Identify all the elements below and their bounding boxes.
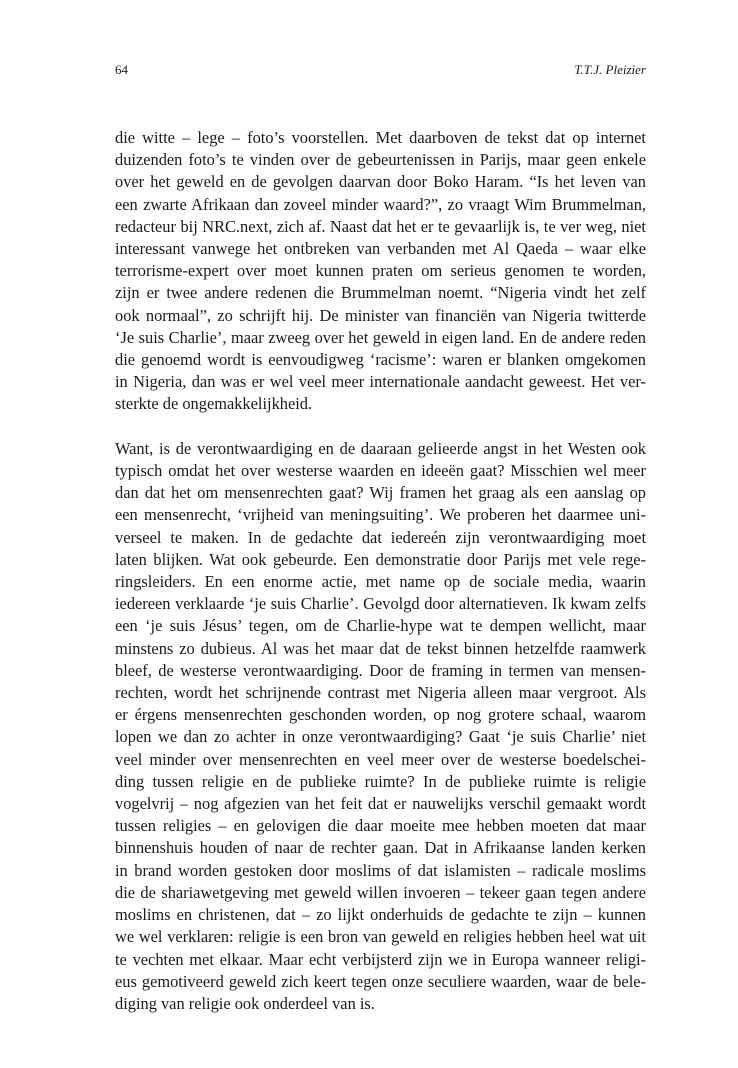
text-line: moslims en christenen, dat – zo lijkt onderhuids de gedachte te zijn – kunnen [115,905,646,925]
page-number: 64 [115,62,128,77]
text-line: ding tussen religie en de publieke ruimte? In de publieke ruimte is religie [115,771,646,791]
text-line: terrorisme-expert over moet kunnen praten om serieus genomen te worden, [115,261,646,281]
text-line: rechten, wordt het schrijnende contrast met Nigeria alleen maar vergroot. Als [115,683,646,703]
text-line: interessant vanwege het ontbreken van verbanden met Al Qaeda – waar elke [115,239,646,259]
text-line: duizenden foto’s te vinden over de gebeurtenissen in Parijs, maar geen enkele [115,150,646,170]
text-line: ook normaal”, zo schrijft hij. De minister van financiën van Nigeria twitterde [115,305,646,325]
text-line: typisch omdat het over westerse waarden en ideeën gaat? Misschien wel meer [115,461,646,481]
page-header [115,62,646,82]
text-line: over het geweld en de gevolgen daarvan door Boko Haram. “Is het leven van [115,172,646,192]
text-line: we wel verklaren: religie is een bron van geweld en religies hebben heel wat uit [115,927,646,947]
text-line: bleef, de westerse verontwaardiging. Door de framing in termen van mensen- [115,660,646,680]
text-line: binnenshuis houden of naar de rechter gaan. Dat in Afrikaanse landen kerken [115,838,646,858]
text-line: die de shariawetgeving met geweld willen invoeren – tekeer gaan tegen andere [115,882,646,902]
text-line: die witte – lege – foto’s voorstellen. Met daarboven de tekst dat op internet [115,128,646,147]
text-line: sterkte de ongemakkelijkheid. [115,394,313,414]
running-header-author: T.T.J. Pleizier [574,62,646,77]
text-line: minstens zo dubieus. Al was het maar dat de tekst binnen hetzelfde raamwerk [115,638,646,658]
text-line: veel minder over mensenrechten en veel meer over de westerse boedelschei- [115,749,646,769]
text-line: laten blijken. Wat ook gebeurde. Een demonstratie door Parijs met vele rege- [115,549,646,569]
text-line: verseel te maken. In de gedachte dat iedereén zijn verontwaardiging moet [115,527,646,547]
text-line: ringsleiders. En een enorme actie, met name op de sociale media, waarin [115,572,646,592]
text-line: diging van religie ook onderdeel van is. [115,993,375,1013]
text-line: redacteur bij NRC.next, zich af. Naast dat het er te gevaarlijk is, te ver weg, niet [115,216,646,236]
text-line: lopen we dan zo achter in onze verontwaardiging? Gaat ‘je suis Charlie’ niet [115,727,646,747]
text-line: in Nigeria, dan was er wel veel meer internationale aandacht geweest. Het ver- [115,372,646,392]
body-text [115,127,646,1015]
text-line: die genoemd wordt is eenvoudigweg ‘racisme’: waren er blanken omgekomen [115,350,646,370]
text-line: een mensenrecht, ‘vrijheid van meningsuiting’. We proberen het daarmee uni- [115,505,646,525]
text-line: ‘Je suis Charlie’, maar zweeg over het geweld in eigen land. En de andere reden [115,327,646,347]
text-line: Want, is de verontwaardiging en de daaraan gelieerde angst in het Westen ook [115,438,646,458]
text-line: er érgens mensenrechten geschonden worden, op nog grotere schaal, waarom [115,705,646,725]
text-line: iedereen verklaarde ‘je suis Charlie’. Gevolgd door alternatieven. Ik kwam zelfs [115,594,646,614]
text-line: een ‘je suis Jésus’ tegen, om de Charlie-hype wat te dempen wellicht, maar [115,616,646,636]
text-line: zijn er twee andere redenen die Brummelman noemt. “Nigeria vindt het zelf [115,283,646,303]
paragraph [115,127,646,416]
text-line: tussen religies – en gelovigen die daar moeite mee hebben moeten dat maar [115,816,646,836]
text-line: dan dat het om mensenrechten gaat? Wij framen het graag als een aanslag op [115,483,646,503]
text-line: in brand worden gestoken door moslims of dat islamisten – radicale moslims [115,860,646,880]
paragraph [115,438,646,1015]
text-line: een zwarte Afrikaan dan zoveel minder waard?”, zo vraagt Wim Brummelman, [115,194,646,214]
text-line: eus gemotiveerd geweld zich keert tegen onze seculiere waarden, waar de bele- [115,971,646,991]
text-line: vogelvrij – nog afgezien van het feit dat er nauwelijks verschil gemaakt wordt [115,794,646,814]
text-line: te vechten met elkaar. Maar echt verbijsterd zijn we in Europa wanneer religi- [115,949,646,969]
